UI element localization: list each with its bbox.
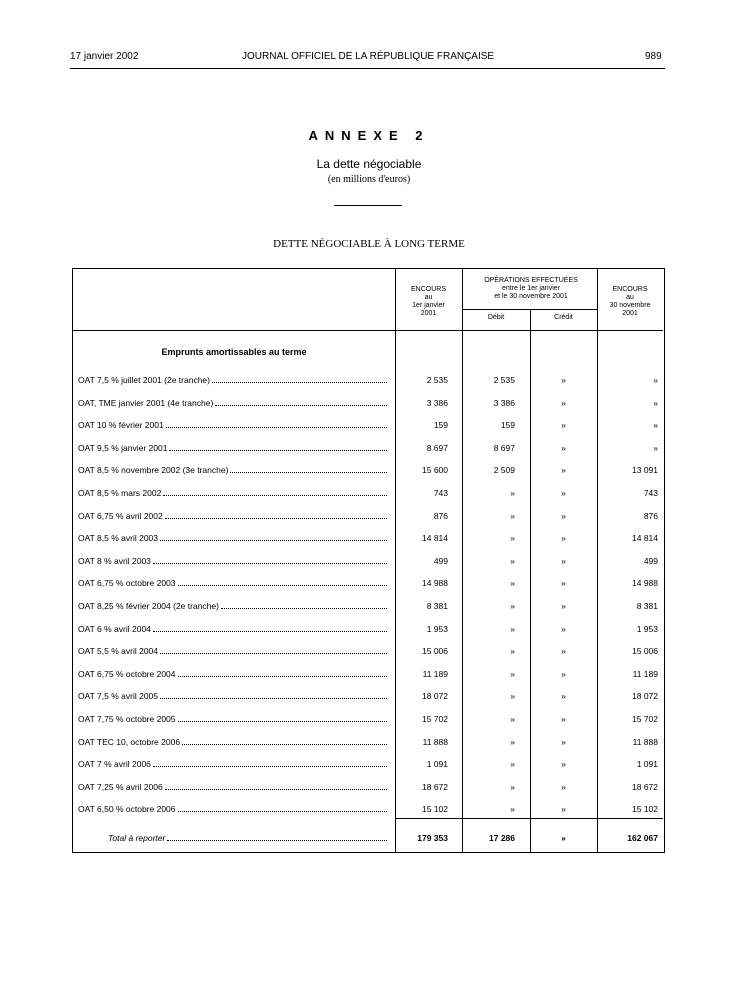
- row-label-text: OAT 8,5 % mars 2002: [78, 488, 162, 498]
- total-debit: 17 286: [489, 833, 515, 843]
- header-debit: Débit: [487, 314, 505, 321]
- cell-credit: »: [561, 578, 566, 588]
- row-label-text: OAT, TME janvier 2001 (4e tranche): [78, 398, 214, 408]
- row-label: [78, 531, 387, 545]
- row-label: [78, 802, 387, 816]
- cell-encours-start: 14 988: [422, 578, 448, 588]
- row-label-text: OAT 8,5 % avril 2003: [78, 533, 159, 543]
- cell-debit: »: [510, 759, 515, 769]
- cell-encours-start: 2 535: [426, 375, 448, 385]
- table-row: [73, 735, 663, 749]
- table-row: [73, 396, 663, 410]
- row-label-text: OAT 9,5 % janvier 2001: [78, 443, 168, 453]
- cell-credit: »: [561, 533, 566, 543]
- table-row: [73, 463, 663, 477]
- cell-debit: »: [510, 804, 515, 814]
- table-row: [73, 644, 663, 658]
- cell-debit: 159: [500, 420, 515, 430]
- leader-dots: [221, 599, 387, 609]
- cell-credit: »: [561, 488, 566, 498]
- leader-dots: [182, 735, 387, 745]
- total-credit: »: [561, 833, 566, 843]
- leader-dots: [153, 554, 387, 564]
- cell-encours-end: 18 672: [632, 782, 658, 792]
- row-label-text: OAT 8,5 % novembre 2002 (3e tranche): [78, 465, 229, 475]
- cell-encours-end: 14 814: [632, 533, 658, 543]
- table-row: [73, 531, 663, 545]
- cell-credit: »: [561, 691, 566, 701]
- table-row: [73, 599, 663, 613]
- header-operations-line: et le 30 novembre 2001: [494, 293, 568, 300]
- cell-encours-start: 14 814: [422, 533, 448, 543]
- row-label-text: OAT 6,75 % octobre 2003: [78, 578, 176, 588]
- header-credit: Crédit: [554, 314, 573, 321]
- cell-credit: »: [561, 782, 566, 792]
- cell-debit: 2 535: [493, 375, 515, 385]
- annex-subtitle: La dette négociable: [316, 157, 422, 171]
- header-operations-group: [464, 277, 598, 301]
- cell-debit: »: [510, 556, 515, 566]
- cell-encours-end: »: [653, 443, 658, 453]
- header-date: 17 janvier 2002: [70, 51, 139, 62]
- header-operations-line: entre le 1er janvier: [502, 285, 560, 292]
- cell-encours-start: 8 381: [426, 601, 448, 611]
- header-rule: [70, 68, 665, 69]
- header-encours-start-line: 2001: [420, 310, 437, 317]
- debt-table: [72, 268, 665, 853]
- leader-dots: [153, 757, 387, 767]
- cell-encours-end: 876: [643, 511, 658, 521]
- row-label: [78, 373, 387, 387]
- cell-credit: »: [561, 624, 566, 634]
- table-row: [73, 576, 663, 590]
- row-label-text: OAT 7,25 % avril 2006: [78, 782, 163, 792]
- cell-encours-start: 8 697: [426, 443, 448, 453]
- leader-dots: [167, 831, 387, 841]
- row-label-text: OAT 6 % avril 2004: [78, 624, 151, 634]
- cell-encours-start: 1 953: [426, 624, 448, 634]
- row-label-text: OAT 8 % avril 2003: [78, 556, 151, 566]
- cell-debit: 2 509: [493, 465, 515, 475]
- cell-credit: »: [561, 420, 566, 430]
- cell-encours-end: »: [653, 375, 658, 385]
- row-label: [78, 486, 387, 500]
- header-page-number: 989: [645, 51, 662, 62]
- cell-debit: »: [510, 488, 515, 498]
- total-encours-start: 179 353: [417, 833, 448, 843]
- cell-encours-end: 743: [643, 488, 658, 498]
- leader-dots: [165, 780, 387, 790]
- cell-debit: »: [510, 669, 515, 679]
- table-row: [73, 667, 663, 681]
- cell-credit: »: [561, 804, 566, 814]
- table-row: [73, 712, 663, 726]
- cell-encours-start: 15 102: [422, 804, 448, 814]
- cell-encours-end: 15 006: [632, 646, 658, 656]
- cell-encours-end: 1 953: [636, 624, 658, 634]
- cell-encours-end: 499: [643, 556, 658, 566]
- row-label-text: OAT 6,75 % avril 2002: [78, 511, 163, 521]
- table-row: [73, 689, 663, 703]
- cell-credit: »: [561, 759, 566, 769]
- leader-dots: [153, 622, 387, 632]
- cell-encours-end: 8 381: [636, 601, 658, 611]
- header-encours-end-line: ENCOURS: [612, 286, 648, 293]
- cell-credit: »: [561, 556, 566, 566]
- table-row: [73, 622, 663, 636]
- cell-encours-end: 13 091: [632, 465, 658, 475]
- cell-encours-start: 15 702: [422, 714, 448, 724]
- row-label-text: OAT 7,75 % octobre 2005: [78, 714, 176, 724]
- cell-encours-end: »: [653, 398, 658, 408]
- header-encours-start-line: 1er janvier: [412, 302, 445, 309]
- header-encours-end-line: 2001: [622, 310, 638, 317]
- table-row: [73, 757, 663, 771]
- row-label-text: OAT 7,5 % juillet 2001 (2e tranche): [78, 375, 210, 385]
- table-row: [73, 441, 663, 455]
- row-label: [78, 712, 387, 726]
- title-rule: [334, 205, 402, 206]
- cell-encours-start: 1 091: [426, 759, 448, 769]
- table-row: [73, 802, 663, 816]
- header-encours-end-line: 30 novembre: [609, 302, 651, 309]
- leader-dots: [178, 667, 388, 677]
- cell-encours-start: 3 386: [426, 398, 448, 408]
- row-label: [78, 441, 387, 455]
- header-encours-start-line: au: [424, 294, 433, 301]
- row-label: [78, 509, 387, 523]
- row-label: [78, 667, 387, 681]
- cell-encours-start: 11 888: [422, 737, 448, 747]
- header-encours-end-line: au: [626, 294, 634, 301]
- leader-dots: [178, 576, 388, 586]
- cell-encours-end: 15 102: [632, 804, 658, 814]
- row-label-text: OAT 7 % avril 2006: [78, 759, 151, 769]
- total-row: [73, 831, 663, 845]
- row-label-text: OAT 6,75 % octobre 2004: [78, 669, 176, 679]
- row-label: [78, 689, 387, 703]
- cell-encours-end: 15 702: [632, 714, 658, 724]
- cell-debit: »: [510, 691, 515, 701]
- cell-encours-end: 11 189: [632, 669, 658, 679]
- row-label: [78, 554, 387, 568]
- table-row: [73, 554, 663, 568]
- cell-encours-start: 15 600: [422, 465, 448, 475]
- cell-debit: »: [510, 601, 515, 611]
- cell-encours-start: 15 006: [422, 646, 448, 656]
- cell-encours-end: 14 988: [632, 578, 658, 588]
- leader-dots: [160, 644, 387, 654]
- cell-encours-end: 11 888: [632, 737, 658, 747]
- cell-credit: »: [561, 646, 566, 656]
- cell-debit: »: [510, 714, 515, 724]
- cell-debit: »: [510, 737, 515, 747]
- row-label: [78, 418, 387, 432]
- row-label: [78, 599, 387, 613]
- row-label: [78, 780, 387, 794]
- table-row: [73, 486, 663, 500]
- cell-encours-start: 18 072: [422, 691, 448, 701]
- row-label: [78, 735, 387, 749]
- row-label-text: OAT 7,5 % avril 2005: [78, 691, 159, 701]
- row-label-text: OAT 10 % février 2001: [78, 420, 164, 430]
- row-label: [78, 463, 387, 477]
- leader-dots: [178, 802, 388, 812]
- cell-credit: »: [561, 465, 566, 475]
- cell-credit: »: [561, 511, 566, 521]
- table-row: [73, 509, 663, 523]
- total-label-text: Total à reporter: [108, 833, 166, 843]
- cell-encours-end: 1 091: [636, 759, 658, 769]
- table-header-rule: [73, 330, 663, 331]
- leader-dots: [169, 441, 387, 451]
- row-label: [78, 396, 387, 410]
- row-label-text: OAT 8,25 % février 2004 (2e tranche): [78, 601, 219, 611]
- table-row: [73, 418, 663, 432]
- cell-debit: »: [510, 511, 515, 521]
- header-operations-line: OPÉRATIONS EFFECTUÉES: [484, 277, 578, 284]
- cell-debit: »: [510, 646, 515, 656]
- table-row: [73, 780, 663, 794]
- cell-credit: »: [561, 669, 566, 679]
- row-label-text: OAT TEC 10, octobre 2006: [78, 737, 181, 747]
- total-encours-end: 162 067: [627, 833, 658, 843]
- cell-credit: »: [561, 714, 566, 724]
- cell-encours-start: 876: [433, 511, 448, 521]
- cell-debit: 3 386: [493, 398, 515, 408]
- group-title: Emprunts amortissables au terme: [161, 347, 307, 357]
- group-header-rule: [462, 309, 597, 310]
- total-label: [78, 831, 387, 845]
- row-label: [78, 622, 387, 636]
- cell-encours-start: 18 672: [422, 782, 448, 792]
- leader-dots: [160, 689, 387, 699]
- table-row: [73, 373, 663, 387]
- cell-debit: »: [510, 624, 515, 634]
- leader-dots: [230, 463, 387, 473]
- leader-dots: [160, 531, 387, 541]
- row-label: [78, 757, 387, 771]
- header-encours-start: [395, 286, 462, 318]
- row-label-text: OAT 5,5 % avril 2004: [78, 646, 159, 656]
- cell-encours-start: 159: [433, 420, 448, 430]
- cell-credit: »: [561, 443, 566, 453]
- cell-encours-start: 11 189: [422, 669, 448, 679]
- cell-encours-end: »: [653, 420, 658, 430]
- cell-credit: »: [561, 375, 566, 385]
- cell-credit: »: [561, 398, 566, 408]
- section-title: DETTE NÉGOCIABLE À LONG TERME: [273, 238, 465, 250]
- leader-dots: [163, 486, 387, 496]
- leader-dots: [165, 509, 387, 519]
- leader-dots: [166, 418, 387, 428]
- header-encours-end: [597, 286, 663, 318]
- cell-encours-end: 18 072: [632, 691, 658, 701]
- cell-encours-start: 499: [433, 556, 448, 566]
- leader-dots: [215, 396, 387, 406]
- row-label: [78, 644, 387, 658]
- total-rule: [395, 818, 663, 819]
- leader-dots: [178, 712, 388, 722]
- cell-encours-start: 743: [433, 488, 448, 498]
- row-label: [78, 576, 387, 590]
- cell-debit: »: [510, 533, 515, 543]
- cell-debit: »: [510, 578, 515, 588]
- leader-dots: [212, 373, 387, 383]
- header-encours-start-line: ENCOURS: [410, 286, 446, 293]
- header-journal-title: JOURNAL OFFICIEL DE LA RÉPUBLIQUE FRANÇAISE: [242, 51, 495, 62]
- annex-title: ANNEXE 2: [308, 128, 430, 143]
- annex-unit: (en millions d'euros): [327, 174, 411, 185]
- cell-credit: »: [561, 737, 566, 747]
- cell-credit: »: [561, 601, 566, 611]
- cell-debit: 8 697: [493, 443, 515, 453]
- cell-debit: »: [510, 782, 515, 792]
- row-label-text: OAT 6,50 % octobre 2006: [78, 804, 176, 814]
